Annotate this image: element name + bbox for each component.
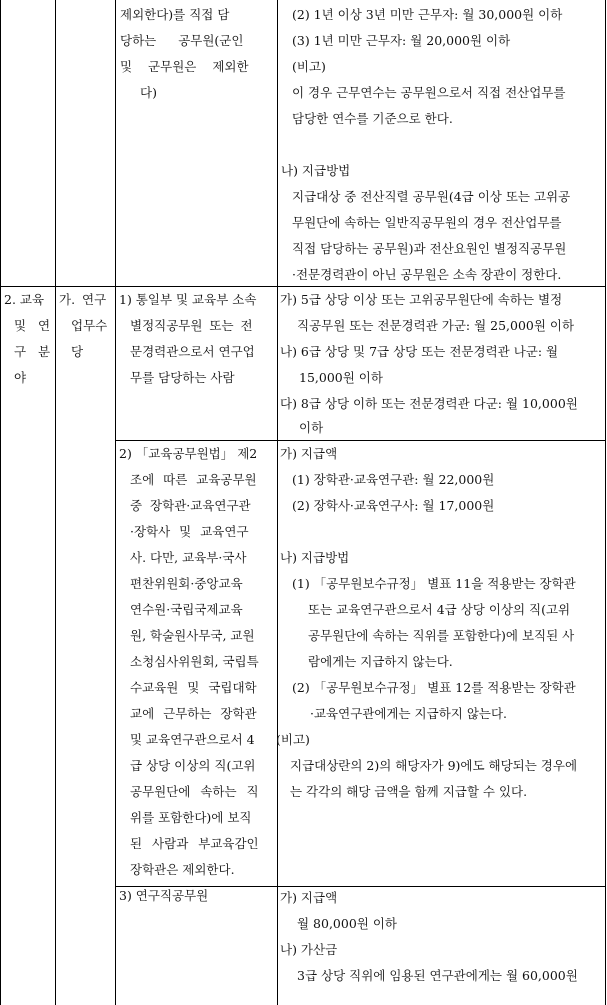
content-line: 월 80,000원 이하: [297, 916, 397, 931]
content-line: (2) 1년 이상 3년 미만 근무자: 월 30,000원 이하: [292, 7, 563, 22]
allowance-line: 당: [71, 344, 84, 359]
desc-line: 당하는 공무원(군인: [120, 33, 244, 48]
content-line: 무원단에 속하는 일반직공무원의 경우 전산업무를: [292, 215, 562, 230]
category-line: 야: [14, 370, 27, 385]
desc-line: 된 사람과 부교육감인: [130, 836, 259, 851]
category-line: 및 연: [14, 318, 51, 333]
desc-line: 사. 다만, 교육부·국사: [130, 550, 247, 565]
content-line: 나) 가산금: [280, 942, 338, 957]
desc-line: 수교육원 및 국립대학: [130, 680, 257, 695]
content-line: 담당한 연수를 기준으로 한다.: [292, 111, 453, 126]
content-line: 이 경우 근무연수는 공무원으로서 직접 전산업무를: [292, 85, 566, 100]
content-line: ·전문경력관이 아닌 공무원은 소속 장관이 정한다.: [292, 267, 562, 282]
desc-line: 교에 근무하는 장학관: [130, 706, 257, 721]
desc-line: 문경력관으로서 연구업: [130, 344, 255, 359]
col-divider-3: [277, 0, 278, 1005]
desc-line: 공무원단에 속하는 직: [130, 784, 259, 799]
col-divider-2: [115, 0, 116, 1005]
content-line: 직접 담당하는 공무원)과 전산요원인 별정직공무원: [292, 241, 567, 256]
content-line: 지급대상란의 2)의 해당자가 9)에도 해당되는 경우에: [290, 758, 578, 773]
desc-line: 원, 학술원사무국, 교원: [130, 628, 255, 643]
desc-line: 급 상당 이상의 직(고위: [130, 758, 256, 773]
table-border-left: [0, 0, 1, 1005]
content-line: 또는 교육연구관으로서 4급 상당 이상의 직(고위: [308, 602, 571, 617]
content-line: 지급대상 중 전산직렬 공무원(4급 이상 또는 고위공: [292, 189, 571, 204]
content-line: 나) 지급방법: [281, 163, 351, 178]
desc-line: 별정직공무원 또는 전: [130, 318, 253, 333]
category-line: 구 분: [14, 344, 51, 359]
content-line: (1) 「공무원보수규정」 별표 11을 적용받는 장학관: [292, 576, 576, 591]
desc-line: 다): [140, 85, 157, 100]
desc-line: 3) 연구직공무원: [119, 888, 209, 903]
content-line: (3) 1년 미만 근무자: 월 20,000원 이하: [292, 33, 511, 48]
desc-line: 중 장학관·교육연구관: [130, 498, 251, 513]
desc-line: ·장학사 및 교육연구: [130, 524, 249, 539]
content-line: 공무원단에 속하는 직위를 포함한다)에 보직된 사: [308, 628, 575, 643]
content-line: 나) 지급방법: [280, 550, 350, 565]
allowance-line: 가. 연구: [59, 292, 107, 307]
content-line: 나) 6급 상당 및 7급 상당 또는 전문경력관 나군: 월: [280, 344, 559, 359]
allowance-line: 업무수: [71, 318, 108, 333]
table-border-right: [605, 0, 606, 1005]
content-line: 15,000원 이하: [299, 370, 383, 385]
content-line: 3급 상당 직위에 임용된 연구관에게는 월 60,000원: [297, 968, 578, 983]
content-line: 다) 8급 상당 이하 또는 전문경력관 다군: 월 10,000원: [280, 396, 578, 411]
content-line: 이하: [299, 420, 324, 435]
content-line: (2) 「공무원보수규정」 별표 12를 적용받는 장학관: [292, 680, 576, 695]
desc-line: 및 교육연구관으로서 4: [130, 732, 255, 747]
category-line: 2. 교육: [4, 292, 45, 307]
desc-line: 무를 담당하는 사람: [130, 370, 235, 385]
content-line: 가) 지급액: [280, 446, 338, 461]
desc-line: 소청심사위원회, 국립특: [130, 654, 259, 669]
content-line: 가) 지급액: [280, 890, 338, 905]
content-line: (1) 장학관·교육연구관: 월 22,000원: [292, 472, 495, 487]
desc-line: 및 군무원은 제외한: [120, 59, 249, 74]
desc-line: 제외한다)를 직접 담: [120, 7, 230, 22]
content-line: 람에게는 지급하지 않는다.: [308, 654, 453, 669]
content-line: ·교육연구관에게는 지급하지 않는다.: [310, 706, 508, 721]
desc-line: 1) 통일부 및 교육부 소속: [119, 292, 257, 307]
desc-line: 2) 「교육공무원법」 제2: [119, 446, 258, 461]
content-line: 는 각각의 해당 금액을 함께 지급할 수 있다.: [290, 784, 528, 799]
content-line: 직공무원 또는 전문경력관 가군: 월 25,000원 이하: [297, 318, 575, 333]
col-divider-1: [55, 0, 56, 1005]
desc-line: 조에 따른 교육공무원: [130, 472, 257, 487]
content-line: (비고): [276, 732, 310, 747]
desc-line: 위를 포함한다)에 보직: [130, 810, 252, 825]
desc-line: 편찬위원회·중앙교육: [130, 576, 243, 591]
desc-line: 장학관은 제외한다.: [130, 862, 235, 877]
content-line: (비고): [292, 59, 326, 74]
desc-line: 연수원·국립국제교육: [130, 602, 243, 617]
content-line: (2) 장학사·교육연구사: 월 17,000원: [292, 498, 495, 513]
content-line: 가) 5급 상당 이상 또는 고위공무원단에 속하는 별정: [280, 292, 563, 307]
